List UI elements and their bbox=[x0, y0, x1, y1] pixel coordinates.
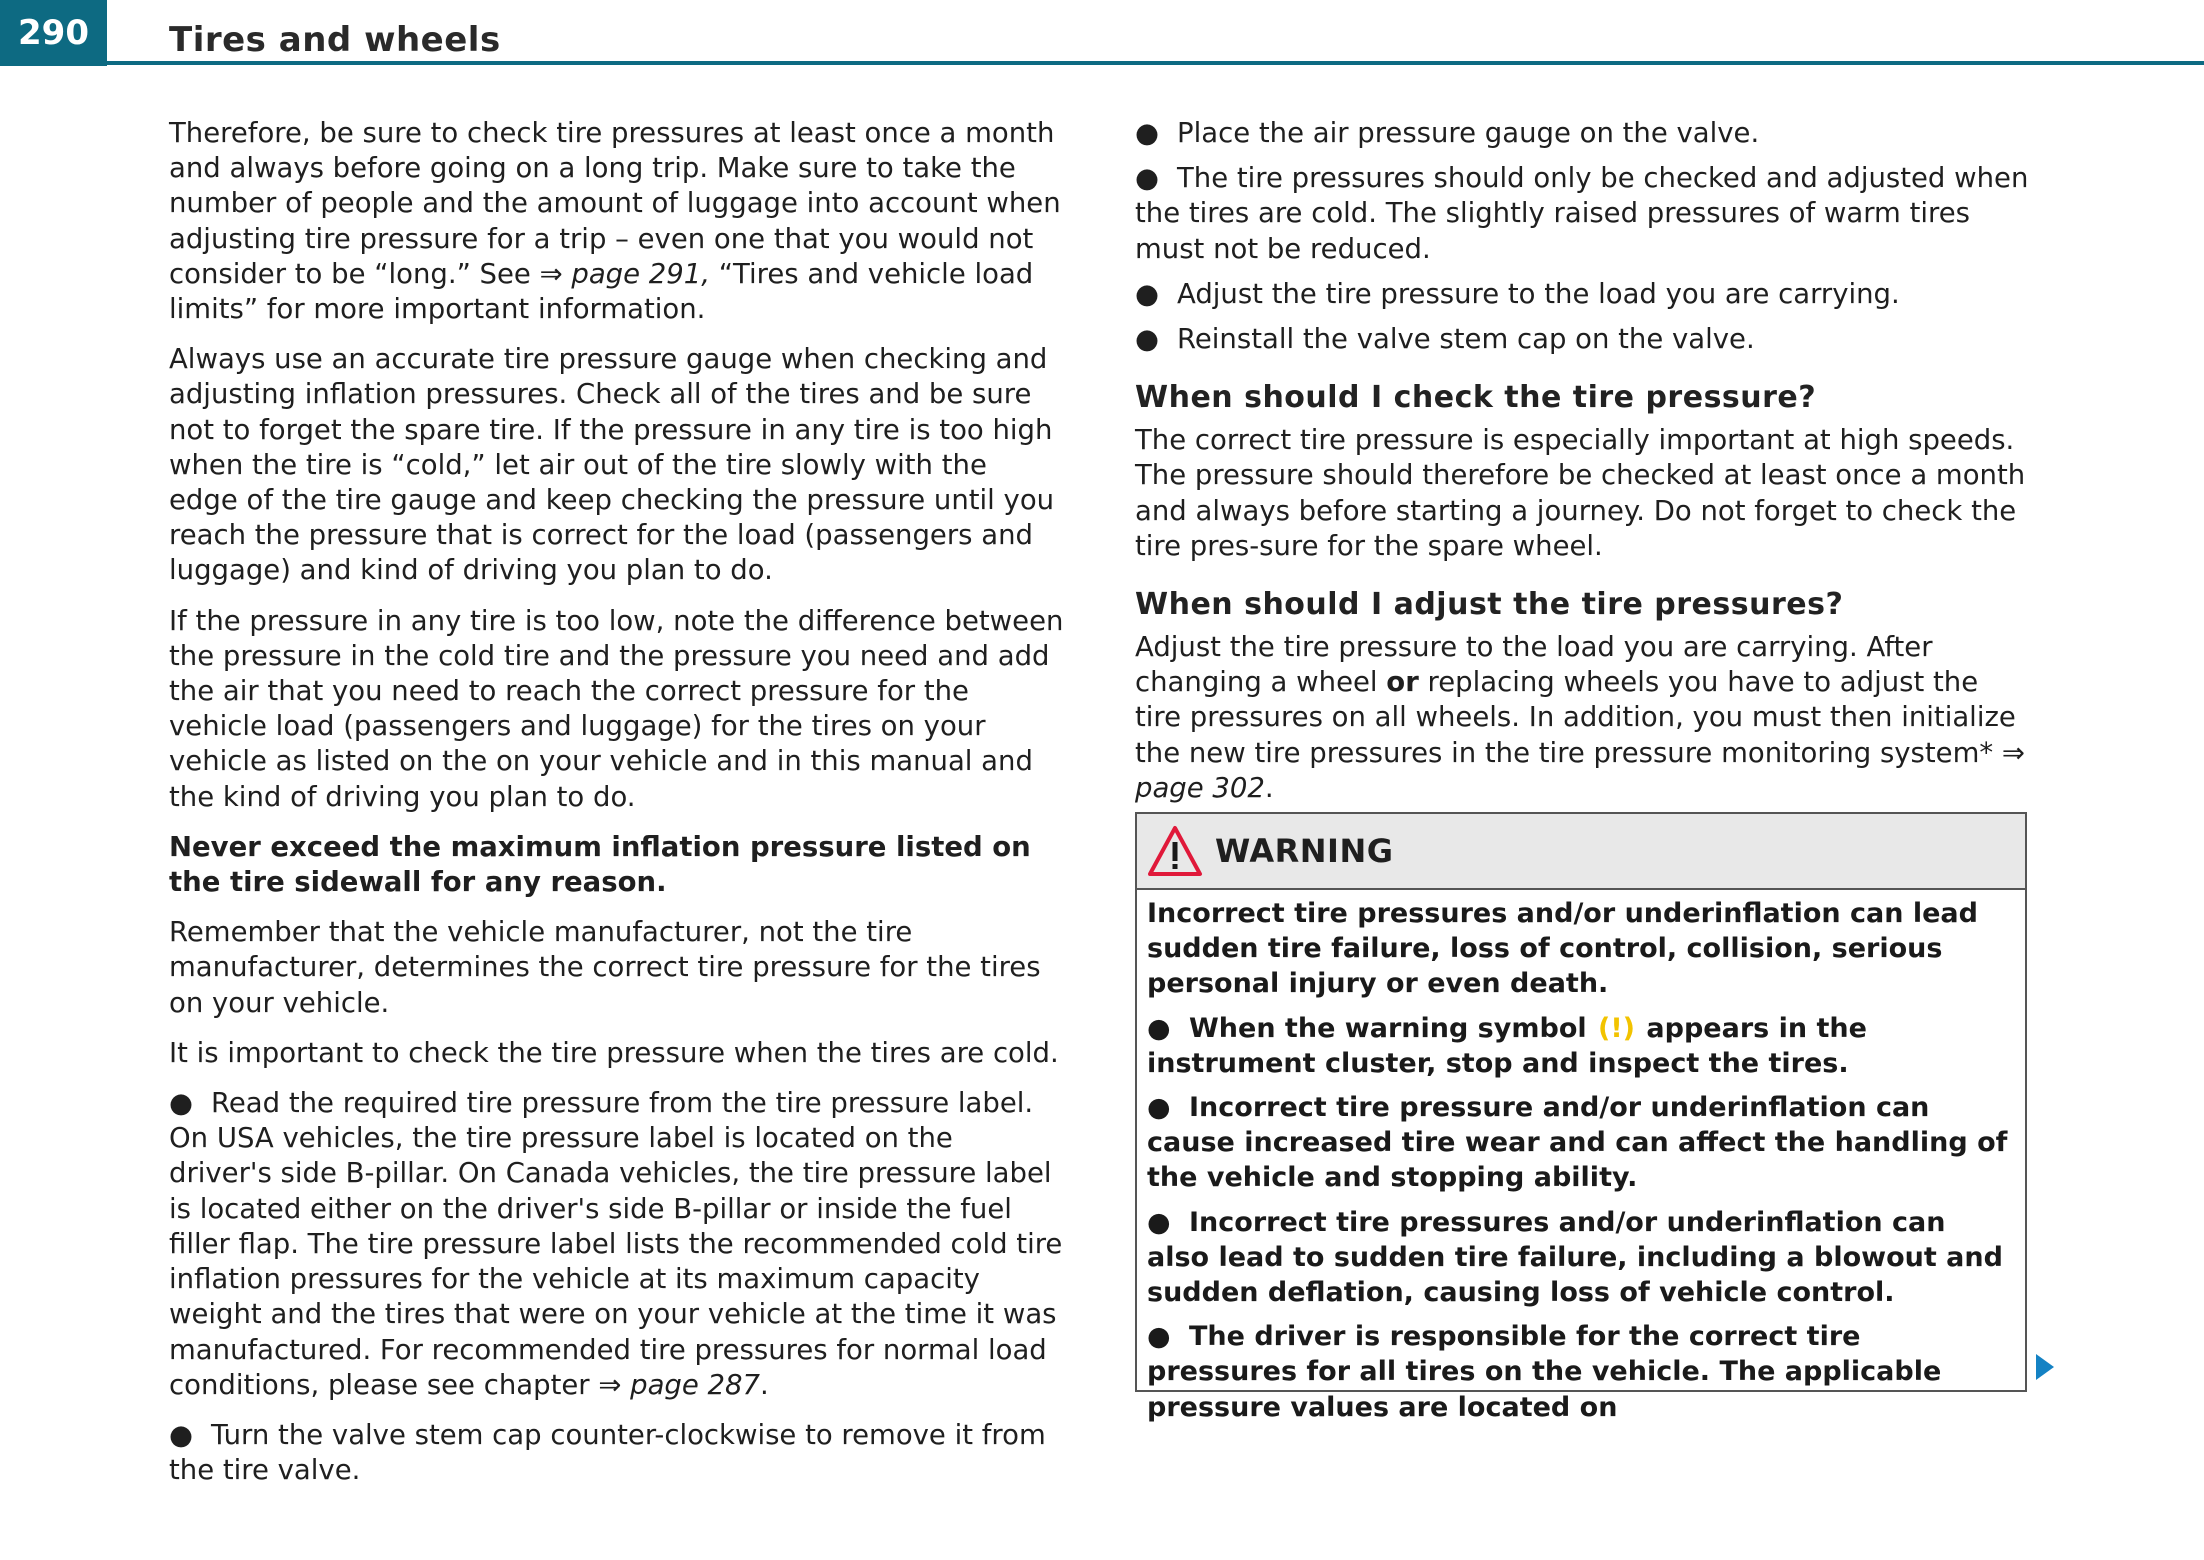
bullet-icon: ● bbox=[169, 1087, 193, 1120]
paragraph: If the pressure in any tire is too low, note the difference between the pressure in the cold tire and the pressure you need and add the air that you need to reach the correct pressure for the vehicle load (passengers and luggage) for the tires on your vehicle as listed on the on your vehicle and in this manual and the kind of driving you plan to do. bbox=[169, 604, 1064, 813]
paragraph: Always use an accurate tire pressure gauge when checking and adjusting inflation pressures. Check all of the tires and be sure not to forget the spare tire. If the pressure in any tire is too high when the tire is “cold,” let air out of the tire slowly with the edge of the tire gauge and keep checking the pressure until you reach the pressure that is correct for the load (passengers and luggage) and kind of driving you plan to do. bbox=[169, 343, 1055, 587]
list-item-text: Read the required tire pressure from the tire pressure label. On USA vehicles, the tire pressure label is located on the driver's side B-pillar. On Canada vehicles, the tire pressure label is located either on the driver's side B-pillar or inside the fuel filler flap. The tire pressure label lists the recommended cold tire inflation pressures for the vehicle at its maximum capacity weight and the tires that were on your vehicle at the time it was manufactured. For recommended tire pressures for normal load conditions, please see chapter bbox=[169, 1087, 1063, 1401]
warning-item bbox=[1147, 1090, 2015, 1196]
list-item bbox=[1135, 116, 2030, 151]
warning-item-text: Incorrect tire pressures and/or underinflation can also lead to sudden tire failure, including a blowout and sudden deflation, causing loss of vehicle control. bbox=[1147, 1206, 2003, 1309]
paragraph: Remember that the vehicle manufacturer, not the tire manufacturer, determines the correct tire pressure for the tires on your vehicle. bbox=[169, 916, 1041, 1019]
bullet-icon: ● bbox=[169, 1418, 193, 1451]
list-item-text: . bbox=[760, 1368, 769, 1401]
paragraph-text: or bbox=[1386, 666, 1419, 699]
tire-pressure-warning-icon: (!) bbox=[1598, 1012, 1636, 1044]
paragraph-text: replacing wheels you have to adjust the tire pressures on all wheels. In addition, you must then initialize the new tire pressures in the tire pressure monitoring system* bbox=[1135, 666, 2016, 769]
list-item-text: The tire pressures should only be checked and adjusted when the tires are cold. The slightly raised pressures of warm tires must not be reduced. bbox=[1135, 162, 2029, 265]
section-heading: When should I check the tire pressure? bbox=[1135, 380, 1817, 416]
left-column bbox=[169, 116, 1064, 1503]
warning-body bbox=[1137, 890, 2025, 1425]
page-reference-link[interactable]: ⇒ page 302 bbox=[1135, 736, 2025, 804]
list-item bbox=[1135, 322, 2030, 357]
list-item-text: Reinstall the valve stem cap on the valve. bbox=[1177, 323, 1755, 356]
list-item bbox=[1135, 161, 2030, 267]
warning-triangle-icon bbox=[1147, 825, 1203, 877]
warning-item bbox=[1147, 1011, 2015, 1081]
bullet-icon: ● bbox=[1147, 1321, 1171, 1353]
warning-title: WARNING bbox=[1215, 832, 1394, 870]
paragraph-text: Therefore, be sure to check tire pressures at least once a month and always before going on a long trip. Make sure to take the number of people and the amount of luggage into account when adjusting tire pressure for a trip – even one that you would not consider to be “long.” See bbox=[169, 117, 1061, 290]
page-reference-link[interactable]: ⇒ page 291, bbox=[539, 257, 711, 290]
list-item bbox=[1135, 277, 2030, 312]
continue-arrow-icon[interactable] bbox=[2034, 1352, 2056, 1382]
list-item-text: Adjust the tire pressure to the load you are carrying. bbox=[1177, 277, 1900, 310]
bullet-icon: ● bbox=[1135, 162, 1159, 195]
paragraph: It is important to check the tire pressure when the tires are cold. bbox=[169, 1036, 1059, 1069]
warning-item-text: The driver is responsible for the correct tire pressures for all tires on the vehicle. The applicable pressure values are located on bbox=[1147, 1321, 1942, 1423]
right-column bbox=[1135, 116, 2030, 821]
bullet-icon: ● bbox=[1135, 117, 1159, 149]
paragraph bbox=[169, 116, 1064, 327]
list-item-text: Place the air pressure gauge on the valve. bbox=[1177, 117, 1760, 149]
warning-item bbox=[1147, 1319, 2015, 1425]
warning-intro: Incorrect tire pressures and/or underinflation can lead sudden tire failure, loss of control, collision, serious personal injury or even death. bbox=[1147, 898, 1978, 1000]
paragraph: The correct tire pressure is especially important at high speeds. The pressure should therefore be checked at least once a month and always before starting a journey. Do not forget to check the tire pres-sure for the spare wheel. bbox=[1135, 424, 2026, 562]
bullet-icon: ● bbox=[1135, 277, 1159, 310]
paragraph-text: . bbox=[1264, 771, 1274, 804]
paragraph-text: Adjust the tire pressure to the load you are carrying. After changing a wheel bbox=[1135, 631, 1933, 699]
warning-item bbox=[1147, 1205, 2015, 1311]
header-rule bbox=[107, 61, 2204, 65]
page-header bbox=[0, 0, 2204, 66]
section-heading: When should I adjust the tire pressures? bbox=[1135, 587, 1844, 623]
bullet-icon: ● bbox=[1147, 1206, 1171, 1238]
bullet-icon: ● bbox=[1135, 323, 1159, 356]
paragraph-text: “Tires and vehicle load limits” for more important information. bbox=[169, 257, 1034, 326]
page-reference-link[interactable]: ⇒ page 287 bbox=[598, 1368, 761, 1401]
bullet-icon: ● bbox=[1147, 1012, 1171, 1044]
bullet-icon: ● bbox=[1147, 1092, 1171, 1124]
warning-box bbox=[1135, 812, 2027, 1423]
list-item bbox=[169, 1086, 1064, 1403]
bold-note: Never exceed the maximum inflation pressure listed on the tire sidewall for any reason. bbox=[169, 830, 1031, 899]
chapter-title: Tires and wheels bbox=[169, 20, 501, 60]
warning-header bbox=[1137, 814, 2025, 890]
warning-item-text: appears in the instrument cluster, stop and inspect the tires. bbox=[1147, 1012, 1867, 1079]
page-number: 290 bbox=[0, 0, 107, 66]
warning-item-text: Incorrect tire pressure and/or underinflation can cause increased tire wear and can affect the handling of the vehicle and stopping ability. bbox=[1147, 1092, 2008, 1194]
paragraph bbox=[1135, 630, 2030, 806]
list-item bbox=[169, 1418, 1064, 1488]
warning-item-text: When the warning symbol bbox=[1189, 1012, 1597, 1044]
list-item-text: Turn the valve stem cap counter-clockwise to remove it from the tire valve. bbox=[169, 1418, 1046, 1487]
